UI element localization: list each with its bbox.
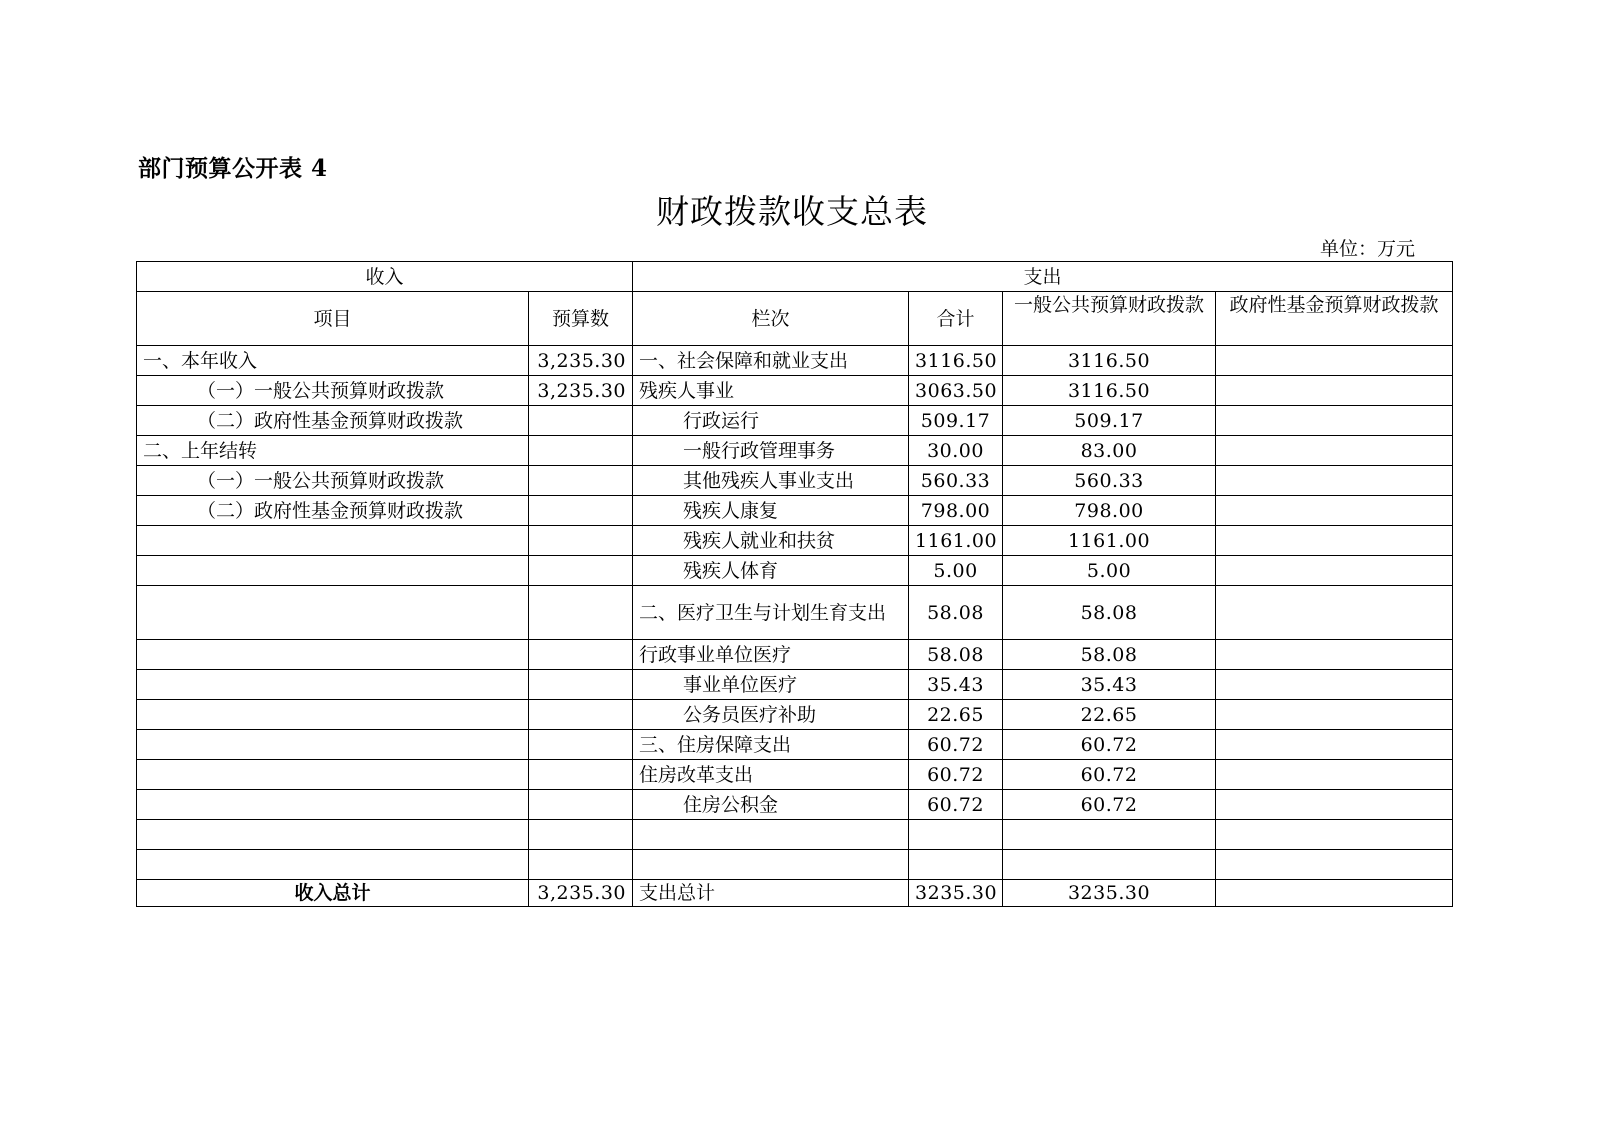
income-value	[529, 820, 633, 850]
table-row	[137, 850, 1453, 880]
income-value: 3,235.30	[529, 376, 633, 406]
expense-fund	[1216, 790, 1453, 820]
table-row	[137, 730, 1453, 760]
expense-general: 5.00	[1003, 556, 1216, 586]
expense-general: 22.65	[1003, 700, 1216, 730]
table-row	[137, 346, 1453, 376]
expense-item: 一、社会保障和就业支出	[633, 346, 909, 376]
expense-general: 60.72	[1003, 760, 1216, 790]
header-row-2	[137, 292, 1453, 346]
expense-total: 35.43	[909, 670, 1003, 700]
expense-item: 二、医疗卫生与计划生育支出	[633, 586, 909, 640]
expense-fund	[1216, 730, 1453, 760]
income-item	[137, 850, 529, 880]
income-item	[137, 526, 529, 556]
expense-item: 一般行政管理事务	[633, 436, 909, 466]
table-row	[137, 526, 1453, 556]
expense-total: 22.65	[909, 700, 1003, 730]
expense-total: 509.17	[909, 406, 1003, 436]
expense-fund	[1216, 346, 1453, 376]
header-total: 合计	[909, 292, 1003, 346]
expense-item: 住房公积金	[633, 790, 909, 820]
expense-general: 509.17	[1003, 406, 1216, 436]
table-row	[137, 436, 1453, 466]
expense-general: 1161.00	[1003, 526, 1216, 556]
income-item: （一）一般公共预算财政拨款	[137, 466, 529, 496]
expense-general: 83.00	[1003, 436, 1216, 466]
expense-total: 5.00	[909, 556, 1003, 586]
income-value	[529, 670, 633, 700]
expense-total: 3116.50	[909, 346, 1003, 376]
expense-total-sum: 3235.30	[909, 880, 1003, 907]
income-item: （二）政府性基金预算财政拨款	[137, 496, 529, 526]
expense-fund	[1216, 496, 1453, 526]
expense-general: 60.72	[1003, 730, 1216, 760]
expense-item	[633, 850, 909, 880]
table-row	[137, 406, 1453, 436]
expense-fund	[1216, 556, 1453, 586]
income-item	[137, 730, 529, 760]
header-gov-fund-budget: 政府性基金预算财政拨款	[1216, 292, 1453, 346]
header-expense: 支出	[633, 262, 1453, 292]
unit-label: 单位：万元	[1320, 238, 1416, 260]
expense-general: 35.43	[1003, 670, 1216, 700]
expense-fund	[1216, 376, 1453, 406]
income-value	[529, 586, 633, 640]
expense-total: 60.72	[909, 730, 1003, 760]
income-value	[529, 730, 633, 760]
total-row	[137, 880, 1453, 907]
table-row	[137, 376, 1453, 406]
table-row	[137, 700, 1453, 730]
expense-item: 公务员医疗补助	[633, 700, 909, 730]
header-item: 项目	[137, 292, 529, 346]
table-title	[0, 186, 1600, 233]
expense-total-label: 支出总计	[633, 880, 909, 907]
expense-total: 60.72	[909, 760, 1003, 790]
expense-total: 3063.50	[909, 376, 1003, 406]
expense-general: 58.08	[1003, 640, 1216, 670]
expense-general	[1003, 850, 1216, 880]
table-row	[137, 586, 1453, 640]
header-budget: 预算数	[529, 292, 633, 346]
expense-total: 560.33	[909, 466, 1003, 496]
expense-total: 58.08	[909, 640, 1003, 670]
expense-total	[909, 850, 1003, 880]
income-total-label: 收入总计	[137, 880, 529, 907]
expense-total: 60.72	[909, 790, 1003, 820]
income-value	[529, 760, 633, 790]
expense-fund	[1216, 670, 1453, 700]
expense-item: 住房改革支出	[633, 760, 909, 790]
expense-general: 60.72	[1003, 790, 1216, 820]
income-item	[137, 640, 529, 670]
income-value	[529, 496, 633, 526]
income-item: （一）一般公共预算财政拨款	[137, 376, 529, 406]
income-item: （二）政府性基金预算财政拨款	[137, 406, 529, 436]
expense-item: 事业单位医疗	[633, 670, 909, 700]
expense-item: 残疾人康复	[633, 496, 909, 526]
expense-fund	[1216, 760, 1453, 790]
income-item	[137, 700, 529, 730]
expense-general: 798.00	[1003, 496, 1216, 526]
expense-general: 58.08	[1003, 586, 1216, 640]
table-row	[137, 790, 1453, 820]
expense-total-fund	[1216, 880, 1453, 907]
table-row	[137, 670, 1453, 700]
header-row-1	[137, 262, 1453, 292]
expense-total: 30.00	[909, 436, 1003, 466]
expense-item: 行政运行	[633, 406, 909, 436]
expense-item: 其他残疾人事业支出	[633, 466, 909, 496]
expense-total-general: 3235.30	[1003, 880, 1216, 907]
expense-item: 残疾人就业和扶贫	[633, 526, 909, 556]
expense-total	[909, 820, 1003, 850]
expense-item	[633, 820, 909, 850]
expense-fund	[1216, 700, 1453, 730]
budget-table	[136, 261, 1453, 907]
income-item	[137, 670, 529, 700]
income-item	[137, 760, 529, 790]
income-item	[137, 556, 529, 586]
income-value	[529, 790, 633, 820]
expense-fund	[1216, 436, 1453, 466]
income-item	[137, 820, 529, 850]
income-value	[529, 700, 633, 730]
expense-general: 3116.50	[1003, 346, 1216, 376]
expense-fund	[1216, 640, 1453, 670]
header-general-budget: 一般公共预算财政拨款	[1003, 292, 1216, 346]
header-income: 收入	[137, 262, 633, 292]
expense-total: 1161.00	[909, 526, 1003, 556]
income-total-value: 3,235.30	[529, 880, 633, 907]
expense-fund	[1216, 850, 1453, 880]
table-row	[137, 820, 1453, 850]
expense-general: 560.33	[1003, 466, 1216, 496]
income-item	[137, 790, 529, 820]
table-row	[137, 556, 1453, 586]
expense-total: 58.08	[909, 586, 1003, 640]
expense-fund	[1216, 526, 1453, 556]
expense-total: 798.00	[909, 496, 1003, 526]
expense-fund	[1216, 820, 1453, 850]
table-row	[137, 496, 1453, 526]
income-item	[137, 586, 529, 640]
expense-item: 三、住房保障支出	[633, 730, 909, 760]
document-label: 部门预算公开表 4	[138, 155, 328, 182]
expense-fund	[1216, 406, 1453, 436]
expense-fund	[1216, 586, 1453, 640]
expense-fund	[1216, 466, 1453, 496]
income-value	[529, 406, 633, 436]
expense-general	[1003, 820, 1216, 850]
income-value	[529, 850, 633, 880]
income-value	[529, 436, 633, 466]
income-value	[529, 466, 633, 496]
income-item: 二、上年结转	[137, 436, 529, 466]
income-value	[529, 640, 633, 670]
table-row	[137, 640, 1453, 670]
expense-item: 行政事业单位医疗	[633, 640, 909, 670]
table-row	[137, 466, 1453, 496]
table-title-text: 财政拨款收支总表	[656, 192, 928, 231]
header-column: 栏次	[633, 292, 909, 346]
income-value: 3,235.30	[529, 346, 633, 376]
income-item: 一、本年收入	[137, 346, 529, 376]
income-value	[529, 526, 633, 556]
table-row	[137, 760, 1453, 790]
expense-item: 残疾人事业	[633, 376, 909, 406]
expense-item: 残疾人体育	[633, 556, 909, 586]
expense-general: 3116.50	[1003, 376, 1216, 406]
income-value	[529, 556, 633, 586]
